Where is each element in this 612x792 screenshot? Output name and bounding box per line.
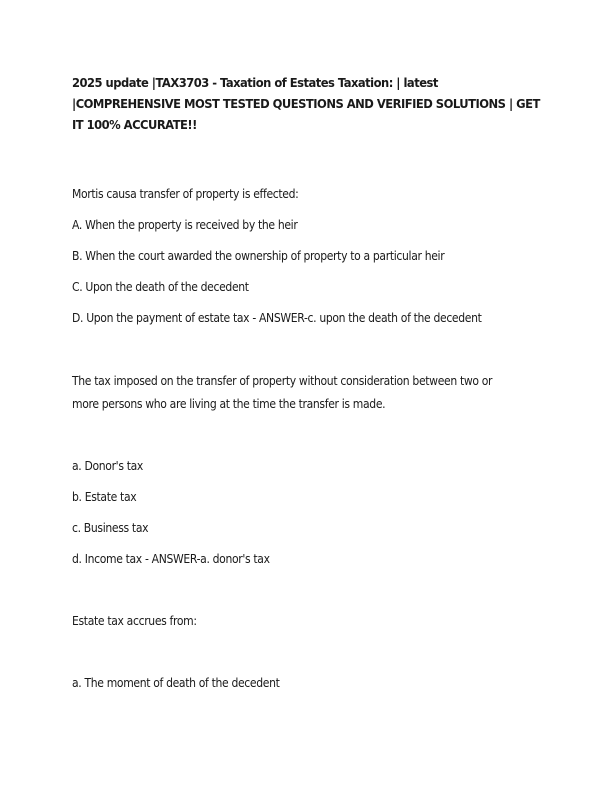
title-line: |COMPREHENSIVE MOST TESTED QUESTIONS AND VERIFIED SOLUTIONS | GET (72, 96, 540, 111)
question-2-option-d: d. Income tax - ANSWER-a. donor's tax (72, 551, 270, 566)
question-1-option-a: A. When the property is received by the heir (72, 217, 298, 232)
question-1-option-c: C. Upon the death of the decedent (72, 279, 249, 294)
question-1-option-d: D. Upon the payment of estate tax - ANSWER-c. upon the death of the decedent (72, 310, 482, 325)
document-title (72, 72, 542, 135)
question-1-option-b: B. When the court awarded the ownership of property to a particular heir (72, 248, 445, 263)
question-1-text: Mortis causa transfer of property is effected: (72, 186, 299, 201)
question-2-option-a: a. Donor's tax (72, 458, 143, 473)
question-3-option-a: a. The moment of death of the decedent (72, 675, 280, 690)
question-2-text-line-2: more persons who are living at the time the transfer is made. (72, 396, 386, 411)
title-line: IT 100% ACCURATE!! (72, 117, 197, 132)
question-2-option-b: b. Estate tax (72, 489, 137, 504)
title-line: 2025 update |TAX3703 - Taxation of Estates Taxation: | latest (72, 75, 438, 90)
question-2-option-c: c. Business tax (72, 520, 149, 535)
question-2-text-line-1: The tax imposed on the transfer of property without consideration between two or (72, 373, 493, 388)
question-3-text: Estate tax accrues from: (72, 613, 197, 628)
